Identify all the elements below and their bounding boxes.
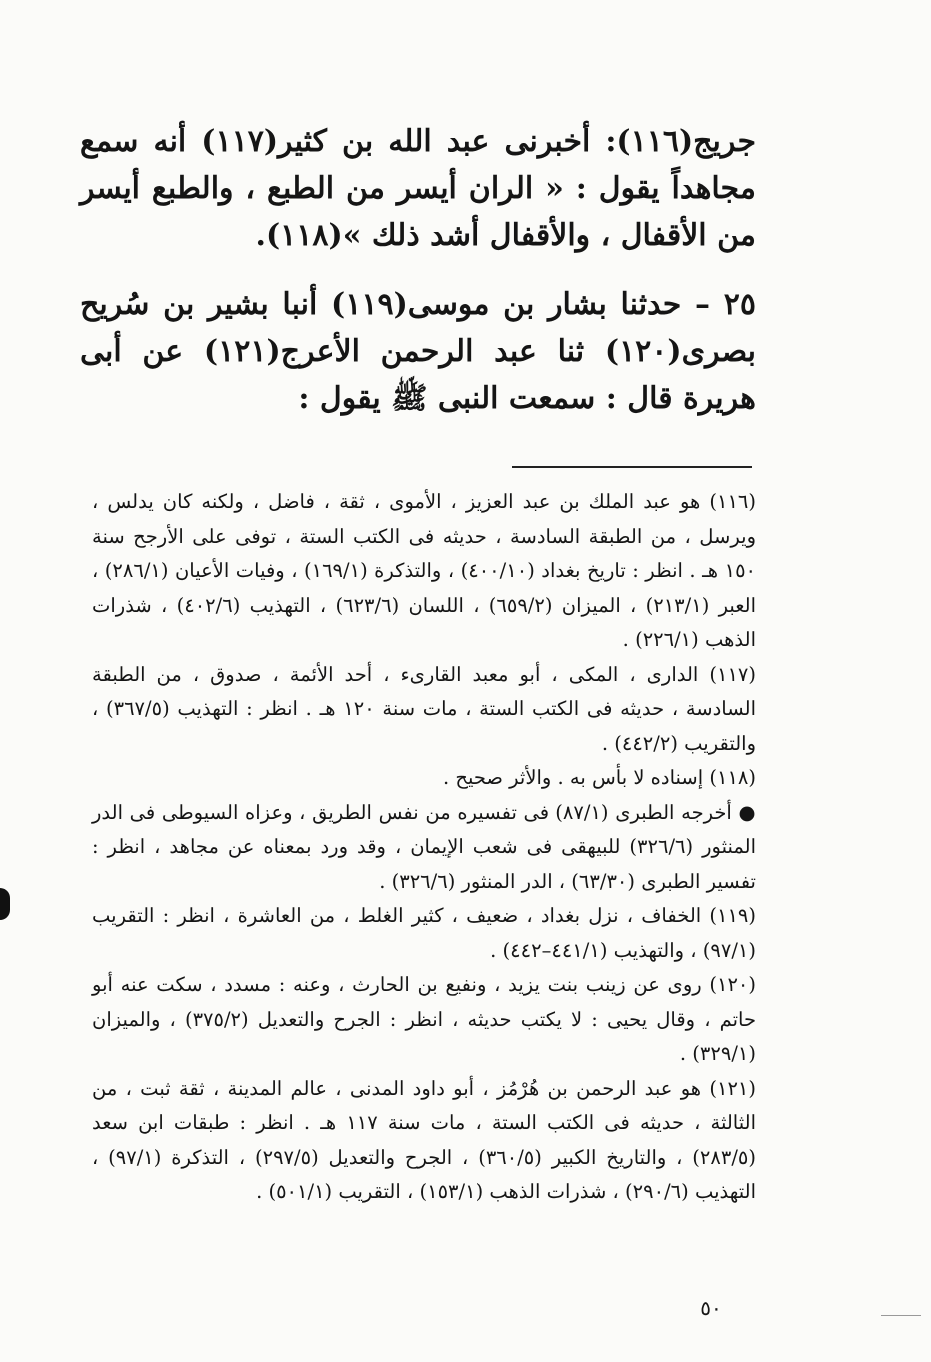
main-text — [80, 118, 756, 422]
footnote-119: (١١٩) الخفاف ، نزل بغداد ، ضعيف ، كثير الغلط ، من العاشرة ، انظر : التقريب (٩٧/١) ، والتهذيب (٤٤١/١–٤٤٢) . — [92, 904, 756, 962]
footnote-separator — [512, 466, 752, 468]
footnote-120: (١٢٠) روى عن زينب بنت يزيد ، ونفيع بن الحارث ، وعنه : مسدد ، سكت عنه أبو حاتم ، وقال يحيى : لا يكتب حديثه ، انظر : الجرح والتعديل (٣٧٥/٢) ، والميزان (٣٢٩/١) . — [92, 973, 756, 1065]
main-paragraph-2: ٢٥ – حدثنا بشار بن موسى(١١٩) أنبا بشير بن سُريح بصرى(١٢٠) ثنا عبد الرحمن الأعرج(١٢١) عن أبى هريرة قال : سمعت النبى ﷺ يقول : — [80, 287, 756, 416]
scan-corner-line — [881, 1315, 921, 1316]
footnote-116: (١١٦) هو عبد الملك بن عبد العزيز ، الأموى ، ثقة ، فاضل ، ولكنه كان يدلس ، ويرسل ، من الطبقة السادسة ، حديثه فى الكتب الستة ، توفى على الأرجح سنة ١٥٠ هـ . انظر : تاريخ بغداد (٤٠٠/١٠) ، والتذكرة (١٦٩/١) ، وفيات الأعيان (٢٨٦/١) ، العبر (٢١٣/١) ، الميزان (٦٥٩/٢) ، اللسان (٦٢٣/٦) ، التهذيب (٤٠٢/٦) ، شذرات الذهب (٢٢٦/١) . — [92, 490, 757, 651]
footnote-118: (١١٨) إسناده لا بأس به . والأثر صحيح . — [442, 766, 756, 789]
scan-edge-mark — [0, 888, 10, 920]
page-number: ٥٠ — [700, 1296, 722, 1320]
main-paragraph-1: جريج(١١٦): أخبرنى عبد الله بن كثير(١١٧) أنه سمع مجاهداً يقول : « الران أيسر من الطبع ، والطبع أيسر من الأقفال ، والأقفال أشد ذلك »(١١٨). — [80, 124, 756, 253]
footnote-121: (١٢١) هو عبد الرحمن بن هُرْمُز ، أبو داود المدنى ، عالم المدينة ، ثقة ثبت ، من الثالثة ، حديثه فى الكتب الستة ، مات سنة ١١٧ هـ . انظر : طبقات ابن سعد (٢٨٣/٥) ، والتاريخ الكبير (٣٦٠/٥) ، الجرح والتعديل (٢٩٧/٥) ، التذكرة (٩٧/١) ، التهذيب (٢٩٠/٦) ، شذرات الذهب (١٥٣/١) ، التقريب (٥٠١/١) . — [92, 1076, 756, 1203]
footnote-117: (١١٧) الدارى ، المكى ، أبو معبد القارىء ، أحد الأئمة ، صدوق ، من الطبقة السادسة ، حديثه فى الكتب الستة ، مات سنة ١٢٠ هـ . انظر : التهذيب (٣٦٧/٥) ، والتقريب (٤٤٢/٢) . — [92, 662, 756, 755]
footnote-118-takhrij: ● أخرجه الطبرى (٨٧/١) فى تفسيره من نفس الطريق ، وعزاه السيوطى فى الدر المنثور (٣٢٦/٦) للبيهقى فى شعب الإيمان ، وقد ورد بمعناه عن مجاهد ، انظر : تفسير الطبرى (٦٣/٣٠) ، الدر المنثور (٣٢٦/٦) . — [92, 800, 756, 893]
footnotes — [92, 485, 756, 1210]
